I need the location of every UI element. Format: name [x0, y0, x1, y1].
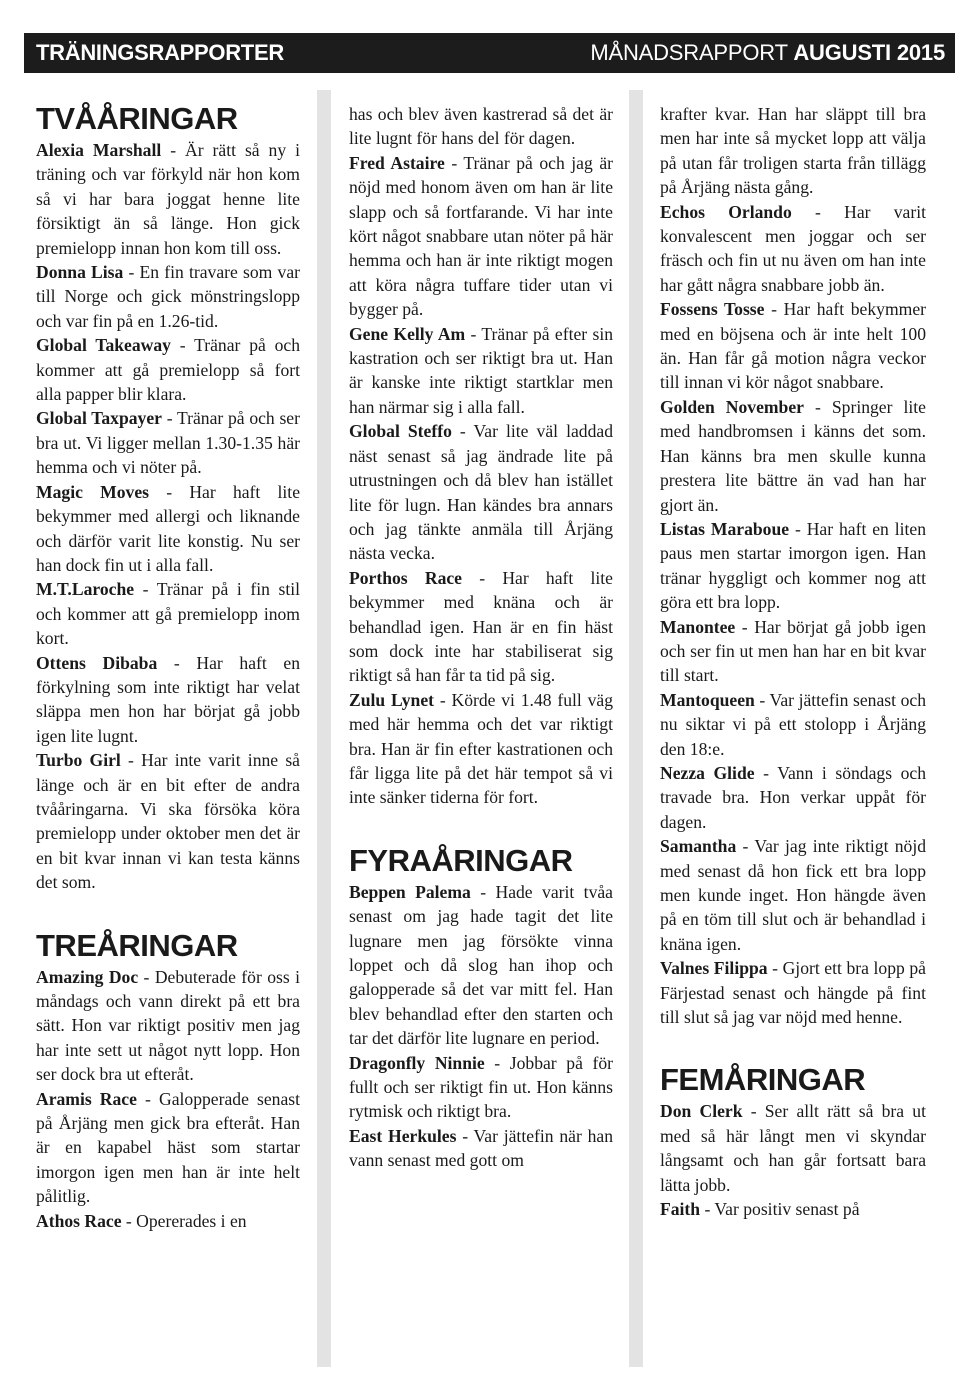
horse-report: - Har börjat gå jobb igen och ser fin ut men han har en bit kvar till start.: [660, 616, 926, 686]
horse-entry: [36, 260, 300, 333]
entries-four: [349, 880, 613, 1173]
horse-name: Global Steffo: [349, 421, 452, 442]
horse-entry: [36, 965, 300, 1087]
horse-report: - En fin travare som var till Norge och gick mönstringslopp och var fin på en 1.26-tid.: [36, 262, 300, 331]
report-title: MÅNADSRAPPORT AUGUSTI 2015: [590, 40, 945, 65]
continued-text: has och blev även kastrerad så det är lite lugnt för hans del för dagen.: [349, 104, 613, 149]
horse-entry: [36, 651, 300, 749]
horse-report: - Tränar på och kommer att gå premielopp så fort alla papper blir klara.: [36, 335, 300, 405]
horse-name: Alexia Marshall: [36, 140, 162, 160]
horse-entry: [660, 1099, 926, 1197]
horse-name: Echos Orlando: [660, 201, 792, 222]
horse-entry: [349, 1124, 613, 1173]
horse-report: - Debuterade för oss i måndags och vann direkt på ett bra sätt. Hon var riktigt positiv men jag har inte sett ut något nytt lopp. Hon ser dock bra ut efteråt.: [36, 966, 300, 1085]
horse-name: Athos Race: [36, 1210, 122, 1231]
horse-report: - Var jättefin senast och nu siktar vi på ett stolopp i Årjäng den 18:e.: [660, 689, 926, 759]
entries-three-cont: [349, 151, 613, 810]
horse-entry: [349, 1051, 613, 1124]
horse-entry: [660, 297, 926, 395]
horse-report: - Har haft lite bekymmer med knäna och är behandlad igen. Han är en fin häst som dock inte har stabiliserat sig riktigt så han får ta tid på sig.: [349, 567, 613, 686]
horse-name: Donna Lisa: [36, 262, 124, 283]
horse-report: - Galopperade senast på Årjäng men gick bra efteråt. Han är en kapabel häst som startar imorgon igen men han är inte helt pålitlig.: [36, 1088, 300, 1207]
horse-name: Faith: [660, 1199, 701, 1220]
horse-name: M.T.Laroche: [36, 579, 135, 600]
horse-report: - Gjort ett bra lopp på Färjestad senast och hängde på fint till slut så jag var nöjd med henne.: [660, 958, 926, 1028]
heading-femaringar: FEMÅRINGAR: [660, 1062, 866, 1098]
horse-name: Gene Kelly Am: [349, 323, 466, 344]
horse-report: - Ser allt rätt så bra ut med så här långt men vi skyndar långsamt och han går fortsatt bara lätta jobb.: [660, 1101, 926, 1195]
horse-entry: [660, 761, 926, 834]
horse-report: - Hade varit tvåa senast om jag hade tagit det lite lugnare men jag försökte vinna loppet och då slog han ihop och galopperade så det var mitt fel. Han blev behandlad efter den starten och tar det därför lite lugnare en period.: [349, 881, 613, 1049]
horse-name: Listas Maraboue: [660, 518, 790, 539]
horse-entry: [36, 577, 300, 650]
horse-name: Amazing Doc: [36, 966, 139, 987]
horse-report: - Var positiv senast på: [700, 1199, 860, 1220]
horse-report: - Har haft lite bekymmer med allergi och liknande och därför varit lite konstig. Nu ser han dock fin ut i alla fall.: [36, 481, 300, 575]
horse-entry: [349, 419, 613, 565]
horse-entry: [660, 956, 926, 1029]
horse-name: Global Taxpayer: [36, 408, 162, 429]
entries-five: [660, 1099, 926, 1221]
horse-report: - Tränar på och ser bra ut. Vi ligger mellan 1.30-1.35 här hemma och vi nöter på.: [36, 408, 300, 478]
column-1: [36, 102, 300, 1347]
horse-name: Mantoqueen: [660, 689, 755, 710]
horse-report: - Har varit konvalescent men joggar och ser fräsch och fin ut nu även om han inte har gått några snabbare jobb än.: [660, 201, 926, 295]
section-label: TRÄNINGSRAPPORTER: [36, 40, 284, 65]
horse-report: - Springer lite med handbromsen i känns det som. Han känns bra men skulle kunna prestera lite bättre än vad han har gjort än.: [660, 396, 926, 515]
horse-name: Ottens Dibaba: [36, 652, 158, 673]
horse-report: - Har haft bekymmer med en böjsena och är inte helt 100 än. Han får gå motion några veckor till innan vi kör något snabbare.: [660, 299, 926, 393]
horse-report: - Jobbar på för fullt och ser riktigt fin ut. Hon känns rytmisk och riktigt bra.: [349, 1052, 613, 1122]
horse-name: Valnes Filippa: [660, 958, 768, 979]
horse-name: Porthos Race: [349, 567, 462, 588]
horse-entry: [36, 1209, 300, 1233]
horse-entry: [36, 138, 300, 260]
horse-report: - Vann i söndags och travade bra. Hon verkar uppåt för dagen.: [660, 762, 926, 832]
horse-report: - Har haft en liten paus men startar imorgon igen. Han tränar hyggligt och kommer nog att göra ett bra lopp.: [660, 518, 926, 613]
horse-entry: [660, 834, 926, 956]
horse-name: Magic Moves: [36, 481, 149, 502]
horse-entry: [660, 615, 926, 688]
horse-name: Aramis Race: [36, 1088, 137, 1109]
horse-name: Global Takeaway: [36, 335, 171, 356]
horse-name: Beppen Palema: [349, 881, 471, 902]
horse-report: - Körde vi 1.48 full väg med här hemma och det var riktigt bra. Han är fin efter kastrationen och får ligga lite på det här tempot så vi inte sänker tiderna för fort.: [349, 689, 613, 808]
header-bar: [24, 33, 955, 73]
horse-report: - Var jättefin när han vann senast med gott om: [349, 1125, 613, 1171]
horse-entry: [660, 200, 926, 298]
horse-name: Manontee: [660, 616, 736, 637]
continued-text: krafter kvar. Han har släppt till bra men har inte så mycket lopp att välja på utan får troligen starta från tillägg på Årjäng nästa gång.: [660, 104, 926, 198]
horse-entry: [660, 1197, 926, 1221]
horse-report: - Tränar på i fin stil och kommer att gå premielopp inom kort.: [36, 579, 300, 649]
horse-entry: [349, 151, 613, 322]
column-divider: [629, 90, 643, 1367]
horse-entry: [660, 688, 926, 761]
column-3: [660, 102, 926, 1347]
horse-report: - Tränar på efter sin kastration och ser riktigt bra ut. Han är kanske inte riktigt startklar men han närmar sig i alla fall.: [349, 323, 613, 417]
horse-name: Fred Astaire: [349, 152, 445, 173]
horse-name: Zulu Lynet: [349, 689, 435, 710]
horse-entry: [36, 333, 300, 406]
column-divider: [317, 90, 331, 1367]
horse-name: Dragonfly Ninnie: [349, 1052, 485, 1073]
horse-entry: [349, 322, 613, 420]
horse-report: - Tränar på och jag är nöjd med honom även om han är lite slapp och så fortfarande. Vi har inte kört något snabbare utan nöter på här hemma och han är inte riktigt mogen att köra några tuffare tider utan vi bygger på.: [349, 152, 613, 320]
horse-entry: [36, 480, 300, 578]
horse-report: - Var jag inte riktigt nöjd med senast då hon fick ett bra lopp men kunde inget. Hon hängde även på en töm till slut och är behandlad i knäna igen.: [660, 836, 926, 954]
horse-name: Turbo Girl: [36, 750, 121, 771]
horse-entry: [349, 880, 613, 1051]
horse-name: Don Clerk: [660, 1101, 743, 1122]
horse-report: - Har inte varit inne så länge och är en bit efter de andra tvååringarna. Vi ska försöka köra premielopp under oktober men det är en bit kvar innan vi kan testa känns det som.: [36, 750, 300, 893]
horse-report: - Opererades i en: [121, 1210, 247, 1231]
horse-report: - Var lite väl laddad näst senast så jag ändrade lite på utrustningen och då blev han istället lite för lugn. Han kändes bra annars och jag tänkte anmäla till Årjäng nästa vecka.: [349, 421, 613, 564]
entries-three: [36, 965, 300, 1233]
horse-entry: [349, 566, 613, 688]
horse-name: Samantha: [660, 836, 737, 857]
heading-fyraaringar: FYRAÅRINGAR: [349, 842, 573, 878]
horse-name: Nezza Glide: [660, 762, 755, 783]
entries-four-cont: [660, 200, 926, 1030]
horse-entry: [349, 688, 613, 810]
horse-name: East Herkules: [349, 1125, 457, 1146]
horse-entry: [36, 1087, 300, 1209]
heading-tvaaringar: TVÅÅRINGAR: [36, 102, 238, 136]
horse-entry: [36, 748, 300, 894]
horse-entry: [36, 406, 300, 479]
horse-report: - Är rätt så ny i träning och var förkyld när hon kom så vi har bara joggat henne lite försiktigt än så länge. Hon gick premielopp innan hon kom till oss.: [36, 140, 300, 258]
heading-trearingar: TREÅRINGAR: [36, 927, 238, 963]
column-2: [349, 102, 613, 1347]
horse-name: Golden November: [660, 396, 804, 417]
horse-report: - Har haft en förkylning som inte riktigt har velat släppa men hon har börjat gå jobb igen lite lugnt.: [36, 652, 300, 746]
horse-entry: [660, 517, 926, 615]
horse-name: Fossens Tosse: [660, 299, 765, 320]
horse-entry: [660, 395, 926, 517]
entries-two: [36, 138, 300, 895]
